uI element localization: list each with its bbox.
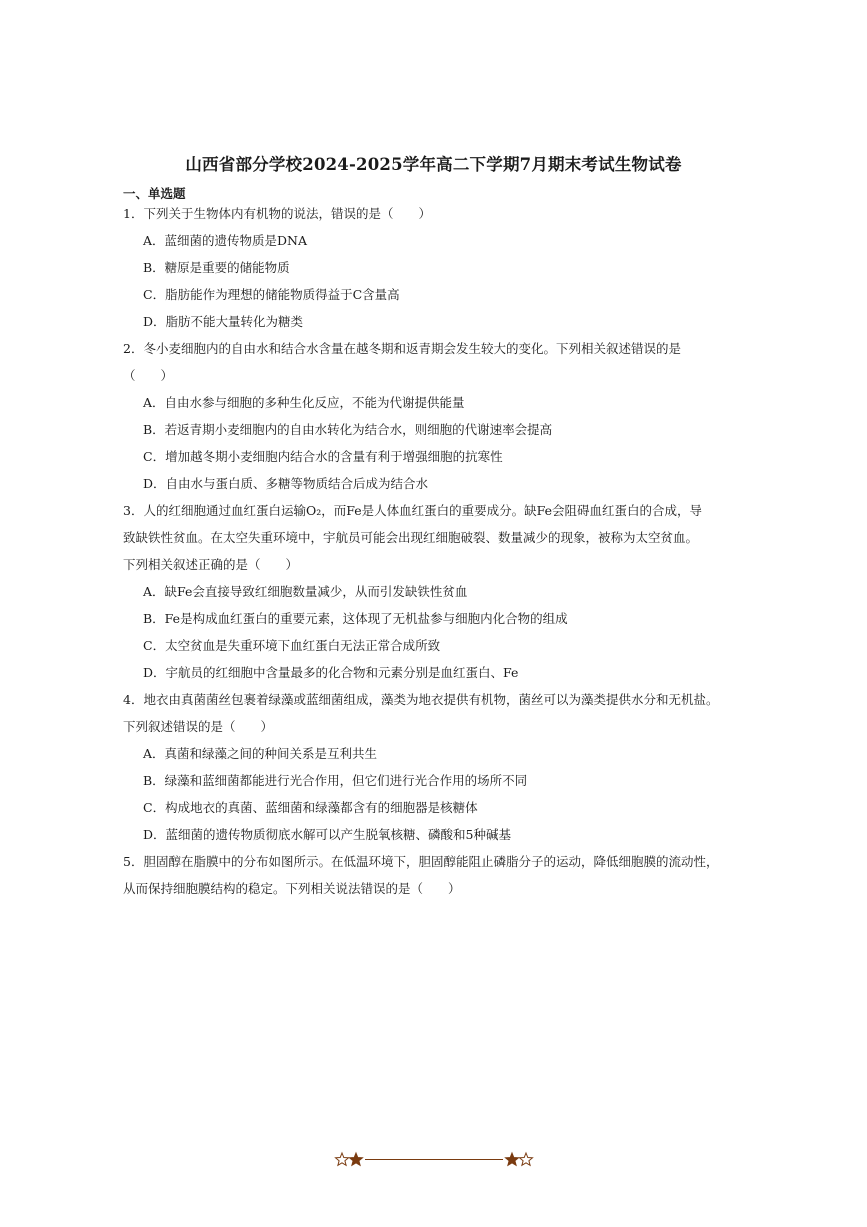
question-2-option-b: B．若返青期小麦细胞内的自由水转化为结合水，则细胞的代谢速率会提高 [143, 422, 553, 437]
question-1-option-a: A．蓝细菌的遗传物质是DNA [143, 233, 308, 248]
question-1-option-d: D．脂肪不能大量转化为糖类 [143, 314, 304, 329]
question-5-stem: 5．胆固醇在脂膜中的分布如图所示。在低温环境下，胆固醇能阻止磷脂分子的运动，降低细胞膜的流动性， [123, 854, 719, 869]
question-5-stem-continued: 从而保持细胞膜结构的稳定。下列相关说法错误的是（ ） [123, 881, 461, 896]
question-2-option-a: A．自由水参与细胞的多种生化反应，不能为代谢提供能量 [143, 395, 465, 410]
question-2-option-d: D．自由水与蛋白质、多糖等物质结合后成为结合水 [143, 476, 429, 491]
star-filled-icon [349, 1153, 362, 1165]
question-3-option-c: C．太空贫血是失重环境下血红蛋白无法正常合成所致 [143, 638, 441, 653]
question-2-stem-continued: （ ） [123, 368, 174, 383]
question-4-option-d: D．蓝细菌的遗传物质彻底水解可以产生脱氧核糖、磷酸和5种碱基 [143, 827, 511, 842]
star-outline-icon [335, 1153, 348, 1165]
question-4-stem-continued: 下列叙述错误的是（ ） [123, 719, 274, 734]
question-4-stem: 4．地衣由真菌菌丝包裹着绿藻或蓝细菌组成，藻类为地衣提供有机物，菌丝可以为藻类提供水分和无机盐。 [123, 692, 719, 707]
question-3-option-d: D．宇航员的红细胞中含量最多的化合物和元素分别是血红蛋白、Fe [143, 665, 519, 680]
question-3-stem-continued-2: 下列相关叙述正确的是（ ） [123, 557, 299, 572]
exam-title: 山西省部分学校2024-2025学年高二下学期7月期末考试生物试卷 [185, 155, 682, 174]
footer-ornament [0, 1151, 867, 1169]
question-3-stem: 3．人的红细胞通过血红蛋白运输O₂，而Fe是人体血红蛋白的重要成分。缺Fe会阻碍血红蛋白的合成，导 [123, 503, 702, 518]
question-2-stem: 2．冬小麦细胞内的自由水和结合水含量在越冬期和返青期会发生较大的变化。下列相关叙述错误的是 [123, 341, 681, 356]
question-3-option-a: A．缺Fe会直接导致红细胞数量减少，从而引发缺铁性贫血 [143, 584, 468, 599]
question-3-stem-continued: 致缺铁性贫血。在太空失重环境中，宇航员可能会出现红细胞破裂、数量减少的现象，被称为太空贫血。 [123, 530, 699, 545]
question-4-option-c: C．构成地衣的真菌、蓝细菌和绿藻都含有的细胞器是核糖体 [143, 800, 478, 815]
question-1-stem: 1．下列关于生物体内有机物的说法，错误的是（ ） [123, 206, 431, 221]
question-3-option-b: B．Fe是构成血红蛋白的重要元素，这体现了无机盐参与细胞内化合物的组成 [143, 611, 568, 626]
question-4-option-b: B．绿藻和蓝细菌都能进行光合作用，但它们进行光合作用的场所不同 [143, 773, 528, 788]
question-2-option-c: C．增加越冬期小麦细胞内结合水的含量有利于增强细胞的抗寒性 [143, 449, 503, 464]
section-heading: 一、单选题 [123, 186, 186, 201]
question-1-option-c: C．脂肪能作为理想的储能物质得益于C含量高 [143, 287, 400, 302]
star-filled-icon [505, 1153, 518, 1165]
question-1-option-b: B．糖原是重要的储能物质 [143, 260, 290, 275]
star-divider-icon [334, 1151, 534, 1167]
question-4-option-a: A．真菌和绿藻之间的种间关系是互利共生 [143, 746, 378, 761]
star-outline-icon [519, 1153, 532, 1165]
